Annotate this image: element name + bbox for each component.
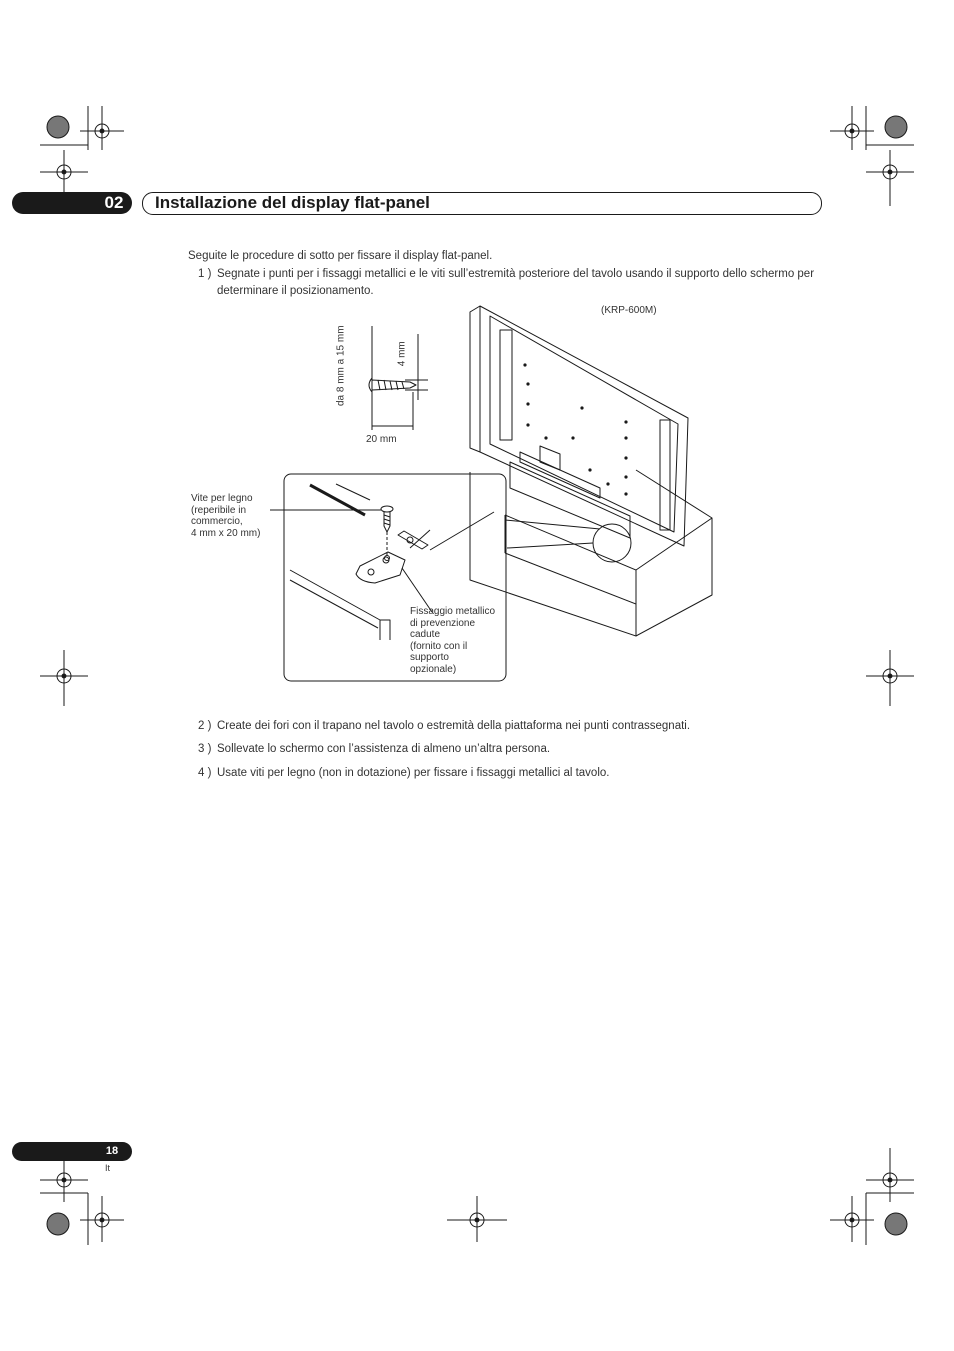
step-2-number: 2 ) bbox=[198, 720, 212, 732]
display-mounting-holes bbox=[523, 363, 627, 495]
language-code: It bbox=[105, 1163, 111, 1173]
step-1-number: 1 ) bbox=[198, 268, 212, 280]
step-3-text: Sollevate lo schermo con l’assistenza di almeno un’altra persona. bbox=[217, 743, 551, 755]
step-4-text: Usate viti per legno (non in dotazione) per fissare i fissaggi metallici al tavolo. bbox=[217, 767, 610, 779]
step-4-number: 4 ) bbox=[198, 767, 212, 779]
step-3-number: 3 ) bbox=[198, 743, 212, 755]
dimension-screw-gap-label: da 8 mm a 15 mm bbox=[335, 325, 347, 407]
step-2-text: Create dei fori con il trapano nel tavolo o estremità della piattaforma nei punti contrassegnati. bbox=[217, 720, 691, 732]
model-label: (KRP-600M) bbox=[601, 305, 657, 316]
anti-fall-bracket-label: Fissaggio metallico di prevenzione cadute (fornito con il supporto opzionale) bbox=[410, 606, 496, 675]
page-number: 18 bbox=[105, 1145, 119, 1157]
dimension-length-label: 20 mm bbox=[366, 434, 397, 445]
intro-text: Seguite le procedure di sotto per fissare il display flat-panel. bbox=[188, 250, 493, 262]
step-1-text: Segnate i punti per i fissaggi metallici e le viti sull’estremità posteriore del tavolo usando il supporto dello schermo per determinare il posizionamento. bbox=[217, 268, 815, 297]
wood-screw-label: Vite per legno (reperibile in commercio, 4 mm x 20 mm) bbox=[191, 493, 261, 539]
chapter-number: 02 bbox=[104, 193, 124, 212]
dimension-diameter-label: 4 mm bbox=[396, 341, 408, 367]
page-title: Installazione del display flat-panel bbox=[155, 193, 430, 212]
flat-panel-display bbox=[470, 306, 688, 546]
